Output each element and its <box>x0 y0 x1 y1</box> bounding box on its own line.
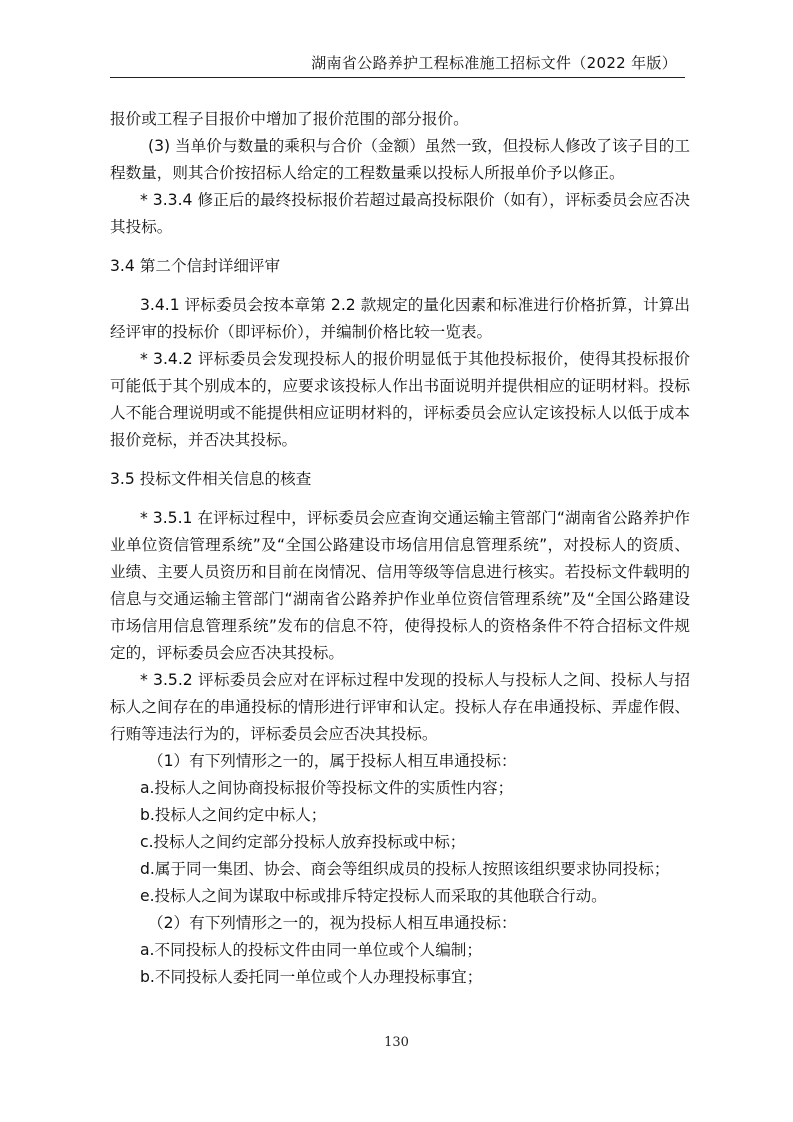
paragraph-continuation: 报价或工程子目报价中增加了报价范围的部分报价。 <box>110 110 469 128</box>
paragraph-3-4-1: 3.4.1 评标委员会按本章第 2.2 款规定的量化因素和标准进行价格折算，计算出经评审的投标价（即评标价），并编制价格比较一览表。 <box>110 296 690 341</box>
paragraph-3-5-1: * 3.5.1 在评标过程中，评标委员会应查询交通运输主管部门“湖南省公路养护作业单位资信管理系统”及“全国公路建设市场信用信息管理系统”，对投标人的资质、业绩、主要人员资历和目前在岗情况、信用等级等信息进行核实。若投标文件载明的信息与交通运输主管部门“湖南省公路养护作业单位资信管理系统”及“全国公路建设市场信用信息管理系统”发布的信息不符，使得投标人的资格条件不符合招标文件规定的，评标委员会应否决其投标。 <box>110 509 690 662</box>
page-body <box>110 106 690 991</box>
list-item-b-2: b.不同投标人委托同一单位或个人办理投标事宜； <box>140 968 483 986</box>
list-intro-2: （2）有下列情形之一的，视为投标人相互串通投标： <box>148 914 517 932</box>
list-item-c: c.投标人之间约定部分投标人放弃投标或中标； <box>140 833 466 851</box>
paragraph-3-4-2: * 3.4.2 评标委员会发现投标人的报价明显低于其他投标报价，使得其投标报价可能低于其个别成本的，应要求该投标人作出书面说明并提供相应的证明材料。投标人不能合理说明或不能提供相应证明材料的，评标委员会应认定该投标人以低于成本报价竞标，并否决其投标。 <box>110 350 690 449</box>
paragraph-3-5-2: * 3.5.2 评标委员会应对在评标过程中发现的投标人与投标人之间、投标人与招标人之间存在的串通投标的情形进行评审和认定。投标人存在串通投标、弄虚作假、行贿等违法行为的，评标委员会应否决其投标。 <box>110 671 690 743</box>
list-item-a: a.投标人之间协商投标报价等投标文件的实质性内容； <box>140 779 514 797</box>
list-item-a-2: a.不同投标人的投标文件由同一单位或个人编制； <box>140 941 482 959</box>
list-item-e: e.投标人之间为谋取中标或排斥特定投标人而采取的其他联合行动。 <box>140 887 607 905</box>
page-header: 湖南省公路养护工程标准施工招标文件（2022 年版） <box>311 54 677 72</box>
paragraph-3-3-3-item-3: (3) 当单价与数量的乘积与合价（金额）虽然一致，但投标人修改了该子目的工程数量，则其合价按招标人给定的工程数量乘以投标人所报单价予以修正。 <box>110 137 690 182</box>
list-intro-1: （1）有下列情形之一的，属于投标人相互串通投标： <box>148 752 517 770</box>
section-heading-3-5: 3.5 投标文件相关信息的核查 <box>110 470 312 488</box>
list-item-d: d.属于同一集团、协会、商会等组织成员的投标人按照该组织要求协同投标； <box>140 860 670 878</box>
section-heading-3-4: 3.4 第二个信封详细评审 <box>110 257 281 275</box>
header-divider <box>110 77 685 78</box>
paragraph-3-3-4: * 3.3.4 修正后的最终投标报价若超过最高投标限价（如有），评标委员会应否决其投标。 <box>110 191 690 236</box>
list-item-b: b.投标人之间约定中标人； <box>140 806 327 824</box>
page-number: 130 <box>384 1035 409 1050</box>
